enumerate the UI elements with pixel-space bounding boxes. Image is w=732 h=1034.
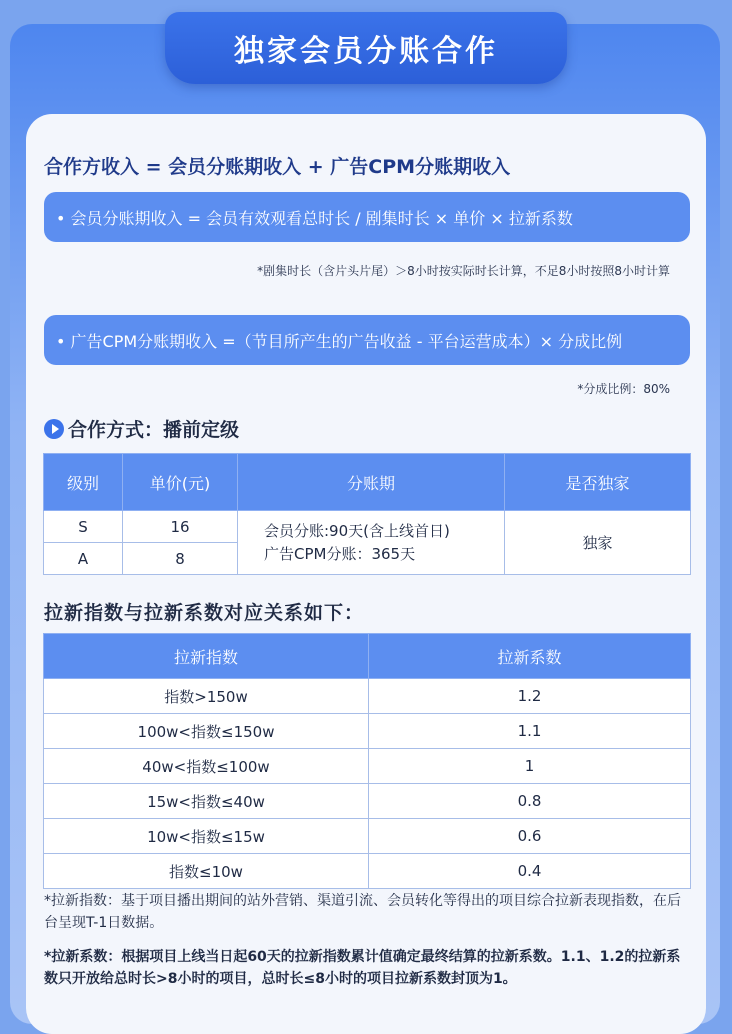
table-row bbox=[44, 854, 691, 889]
coef-cell: 0.6 bbox=[369, 819, 691, 854]
table-row bbox=[44, 679, 691, 714]
coef-cell: 0.4 bbox=[369, 854, 691, 889]
table-header-row bbox=[44, 454, 691, 511]
header-price: 单价(元) bbox=[123, 454, 238, 511]
price-cell: 16 bbox=[123, 511, 238, 543]
coef-cell: 0.8 bbox=[369, 784, 691, 819]
coef-cell: 1.1 bbox=[369, 714, 691, 749]
index-cell: 15w<指数≤40w bbox=[44, 784, 369, 819]
header-period: 分账期 bbox=[238, 454, 505, 511]
footnote-coef: *拉新系数：根据项目上线当日起60天的拉新指数累计值确定最终结算的拉新系数。1.1、1.2的拉新系数只开放给总时长>8小时的项目，总时长≤8小时的项目拉新系数封顶为1。 bbox=[44, 949, 681, 987]
coef-cell: 1.2 bbox=[369, 679, 691, 714]
index-heading: 拉新指数与拉新系数对应关系如下： bbox=[44, 602, 365, 624]
header-index: 拉新指数 bbox=[44, 634, 369, 679]
period-member: 会员分账:90天(含上线首日) bbox=[264, 521, 450, 540]
level-cell: A bbox=[44, 543, 123, 575]
table-row bbox=[44, 749, 691, 784]
table-header-row bbox=[44, 634, 691, 679]
header-coef: 拉新系数 bbox=[369, 634, 691, 679]
title-banner bbox=[165, 12, 567, 84]
index-cell: 指数≤10w bbox=[44, 854, 369, 889]
footnote-index: *拉新指数：基于项目播出期间的站外营销、渠道引流、会员转化等得出的项目综合拉新表现指数，在后台呈现T-1日数据。 bbox=[44, 893, 681, 931]
ad-note: *分成比例：80% bbox=[577, 382, 670, 396]
index-cell: 指数>150w bbox=[44, 679, 369, 714]
period-ad: 广告CPM分账：365天 bbox=[264, 544, 416, 563]
coef-cell: 1 bbox=[369, 749, 691, 784]
coop-heading-text: 合作方式：播前定级 bbox=[68, 419, 240, 441]
member-note: *剧集时长（含片头片尾）＞8小时按实际时长计算，不足8小时按照8小时计算 bbox=[257, 264, 670, 278]
header-exclusive: 是否独家 bbox=[505, 454, 691, 511]
ad-formula-pill: • 广告CPM分账期收入 =（节目所产生的广告收益 - 平台运营成本）× 分成比例 bbox=[44, 315, 690, 365]
coop-heading bbox=[44, 415, 239, 442]
table-row bbox=[44, 714, 691, 749]
level-cell: S bbox=[44, 511, 123, 543]
index-table bbox=[43, 633, 691, 889]
price-cell: 8 bbox=[123, 543, 238, 575]
table-row bbox=[44, 511, 691, 543]
period-cell bbox=[238, 511, 505, 575]
play-bubble-icon bbox=[44, 419, 64, 439]
table-row bbox=[44, 784, 691, 819]
table-row bbox=[44, 819, 691, 854]
formula-heading: 合作方收入 = 会员分账期收入 + 广告CPM分账期收入 bbox=[44, 156, 511, 178]
member-formula-pill: • 会员分账期收入 = 会员有效观看总时长 / 剧集时长 × 单价 × 拉新系数 bbox=[44, 192, 690, 242]
coop-table bbox=[43, 453, 691, 575]
index-cell: 40w<指数≤100w bbox=[44, 749, 369, 784]
header-level: 级别 bbox=[44, 454, 123, 511]
index-cell: 100w<指数≤150w bbox=[44, 714, 369, 749]
exclusive-cell: 独家 bbox=[505, 511, 691, 575]
index-cell: 10w<指数≤15w bbox=[44, 819, 369, 854]
page-title: 独家会员分账合作 bbox=[234, 34, 498, 69]
